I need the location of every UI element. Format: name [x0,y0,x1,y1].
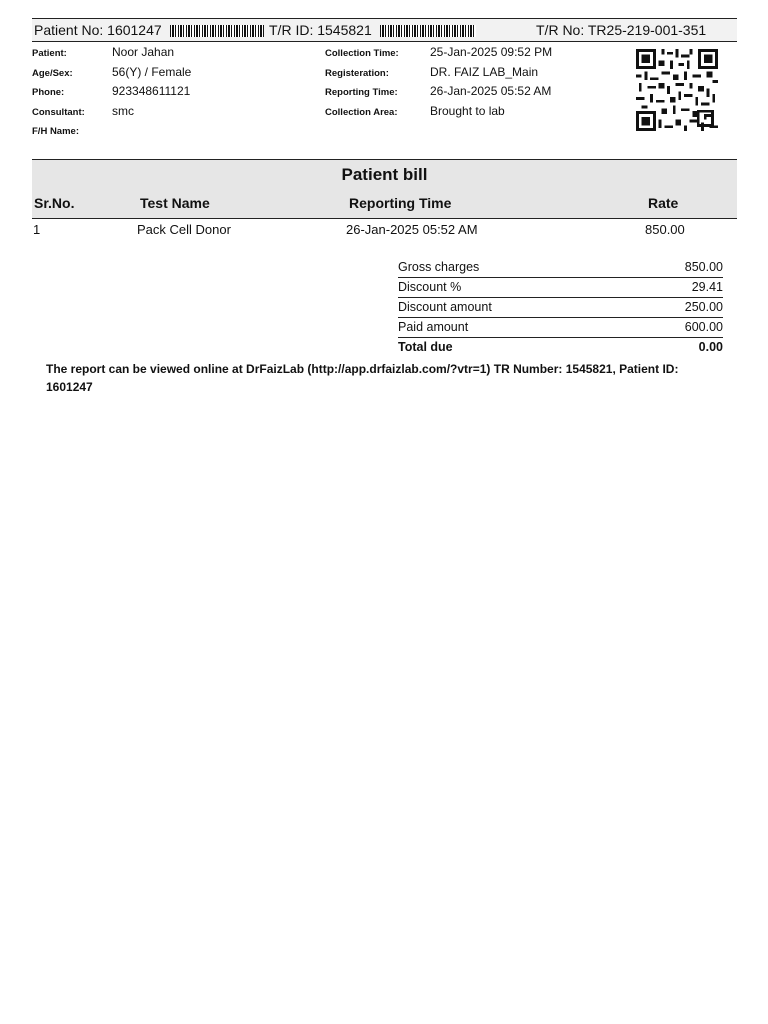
totals-block [398,258,723,357]
totals-label: Gross charges [398,260,480,274]
table-row [32,220,737,240]
consultant-value: smc [112,104,134,118]
col-reporting-time: Reporting Time [349,195,452,211]
age-sex: 56(Y) / Female [112,65,192,79]
fh-label: F/H Name: [32,126,79,137]
totals-value: 29.41 [691,280,723,294]
barcode-icon [170,25,264,37]
totals-label: Paid amount [398,320,469,334]
totals-value: 250.00 [684,300,723,314]
tr-id: T/R ID: 1545821 [269,19,476,41]
total-due-row [398,338,723,357]
consultant-label: Consultant: [32,107,85,118]
totals-value: 0.00 [698,340,723,354]
totals-label: Total due [398,340,453,354]
row-test-name: Pack Cell Donor [137,222,231,237]
discount-percent-row [398,278,723,298]
totals-label: Discount amount [398,300,492,314]
row-reporting-time: 26-Jan-2025 05:52 AM [346,222,478,237]
online-report-note: The report can be viewed online at DrFaizLab (http://app.drfaizlab.com/?vtr=1) TR Number: 1545821, Patient ID: 1601247 [46,362,679,394]
patient-name: Noor Jahan [112,45,175,59]
tr-no: T/R No: TR25-219-001-351 [536,22,707,38]
col-test-name: Test Name [140,195,210,211]
registration-value: DR. FAIZ LAB_Main [430,65,539,79]
qr-code-icon [636,47,718,133]
collection-time-label: Collection Time: [325,48,399,59]
phone-value: 923348611121 [112,84,191,98]
gross-charges-row [398,258,723,278]
row-rate: 850.00 [645,222,685,237]
col-sr-no: Sr.No. [34,195,75,211]
row-sr-no: 1 [33,222,41,237]
totals-label: Discount % [398,280,462,294]
patient-bill-document [32,18,737,394]
registration-label: Registeration: [325,68,389,79]
table-header [32,189,737,219]
col-rate: Rate [648,195,679,211]
patient-label: Patient: [32,48,67,59]
barcode-icon [380,25,476,37]
discount-amount-row [398,298,723,318]
reporting-time: 26-Jan-2025 05:52 AM [430,84,552,98]
paid-amount-row [398,318,723,338]
id-bar [32,18,737,42]
totals-value: 600.00 [684,320,723,334]
reporting-time-label: Reporting Time: [325,87,398,98]
totals-value: 850.00 [684,260,723,274]
patient-no: Patient No: 1601247 [34,19,264,41]
phone-label: Phone: [32,87,65,98]
collection-area-label: Collection Area: [325,107,398,118]
collection-area: Brought to lab [430,104,505,118]
patient-info [32,42,737,142]
collection-time: 25-Jan-2025 09:52 PM [430,45,553,59]
age-label: Age/Sex: [32,68,73,79]
bill-title: Patient bill [32,159,737,190]
